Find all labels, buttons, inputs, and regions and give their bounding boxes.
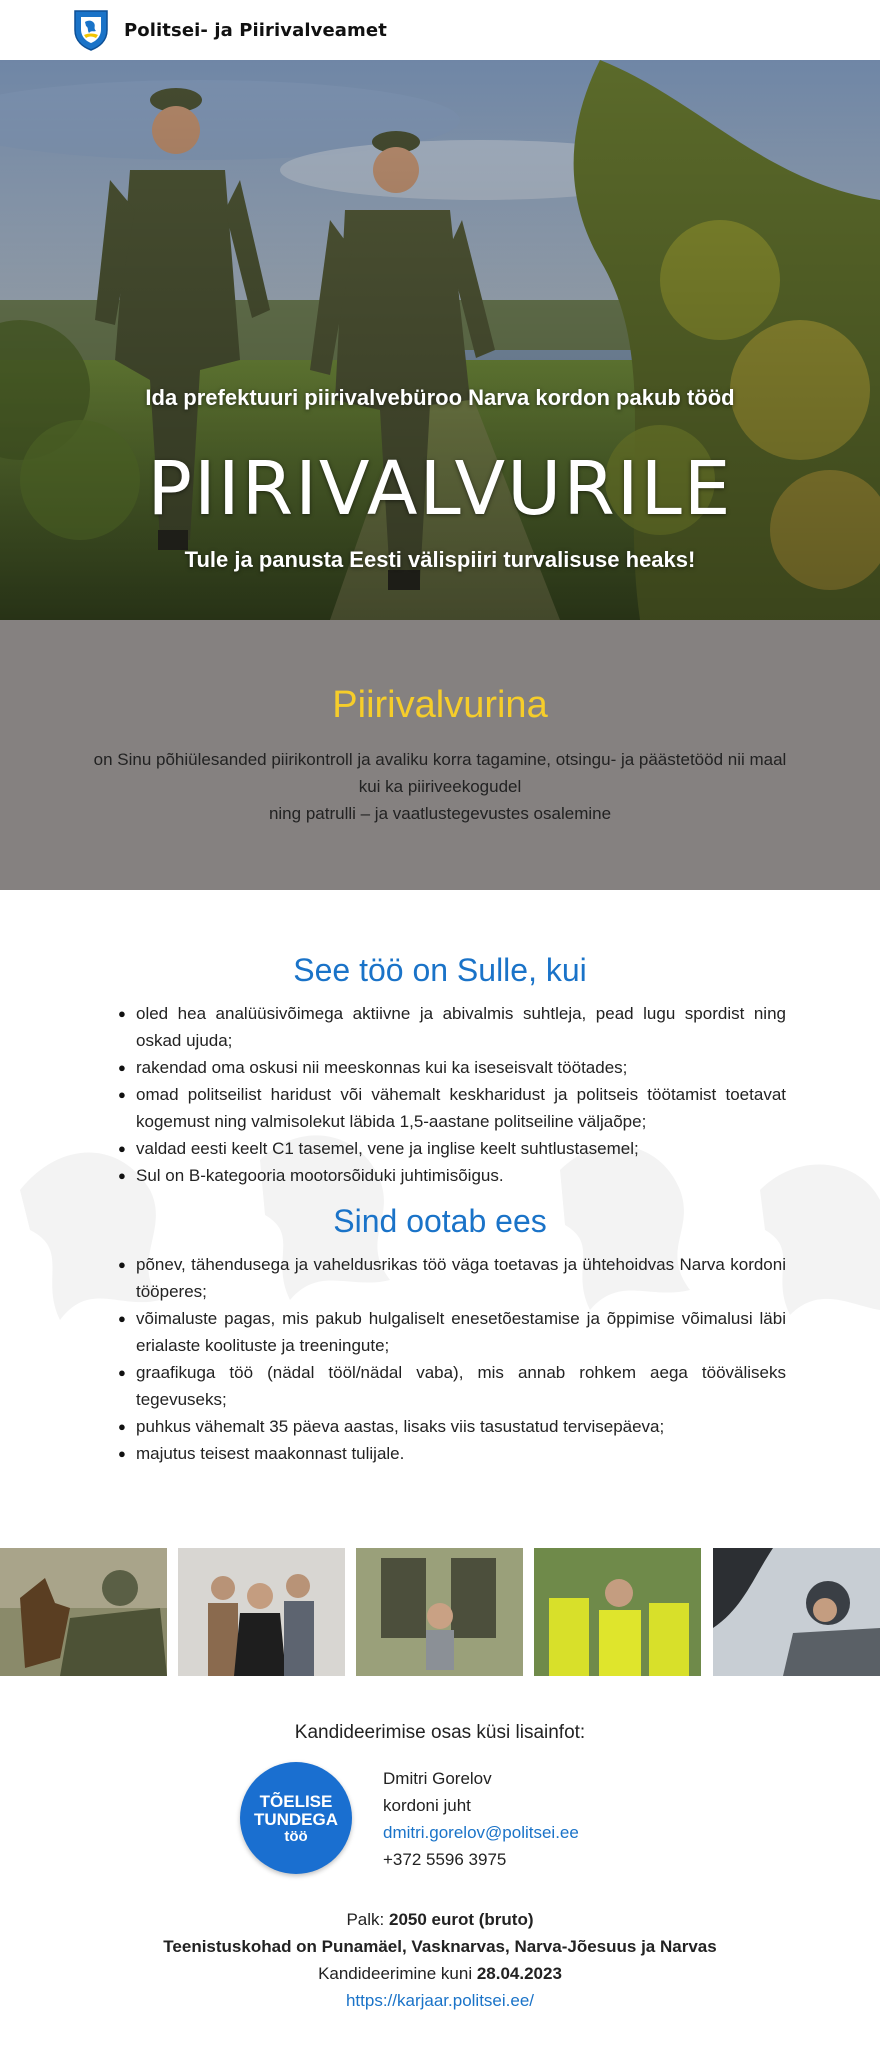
career-link[interactable]: https://karjaar.politsei.ee/ <box>345 1991 535 2010</box>
photo-gallery <box>0 1548 880 1676</box>
list-item: ● Sul on B-kategooria mootorsõiduki juhtimisõigus. <box>118 1162 786 1189</box>
deadline-value: 28.04.2023 <box>476 1964 562 1983</box>
deadline-label: Kandideerimine kuni <box>318 1964 477 1983</box>
hero-tagline: Tule ja panusta Eesti välispiiri turvalisuse heaks! <box>184 547 696 572</box>
hero-subtitle: Ida prefektuuri piirivalvebüroo Narva kordon pakub tööd <box>145 385 735 410</box>
photo-helicopter-pilot <box>713 1548 880 1676</box>
contact-phone: +372 5596 3975 <box>383 1850 507 1869</box>
list-item: ● võimaluste pagas, mis pakub hulgaliselt enesetõestamise ja õppimise võimalusi läbi erialaste koolituste ja treeningute; <box>118 1305 786 1359</box>
requirements-list <box>118 1000 786 1189</box>
photo-police-officers <box>534 1548 701 1676</box>
list-item: ● oled hea analüüsivõimega aktiivne ja abivalmis suhtleja, pead lugu spordist ning oskad ujuda; <box>118 1000 786 1054</box>
list-item: ● puhkus vähemalt 35 päeva aastas, lisaks viis tasustatud tervisepäeva; <box>118 1413 786 1440</box>
list-item: ● graafikuga töö (nädal tööl/nädal vaba), mis annab rohkem aega tööväliseks tegevuseks; <box>118 1359 786 1413</box>
offer-list <box>118 1251 786 1467</box>
intro-line-1: on Sinu põhiülesanded piirikontroll ja avaliku korra tagamine, otsingu- ja päästetööd nii maal kui ka piiriveekogudel <box>93 750 787 796</box>
content-section <box>0 890 880 1540</box>
site-header <box>0 0 880 60</box>
contact-role: kordoni juht <box>383 1796 471 1815</box>
contact-name: Dmitri Gorelov <box>383 1769 492 1788</box>
list-item: ● põnev, tähendusega ja vaheldusrikas töö väga toetavas ja ühtehoidvas Narva kordoni tööperes; <box>118 1251 786 1305</box>
offer-heading: Sind ootab ees <box>333 1203 547 1239</box>
salary-label: Palk: <box>346 1910 389 1929</box>
intro-text <box>90 746 790 827</box>
toelise-tundega-badge <box>240 1762 352 1874</box>
hero-photo <box>0 60 880 620</box>
contact-email-link[interactable]: dmitri.gorelov@politsei.ee <box>383 1823 579 1842</box>
list-item: ● omad politseilist haridust või vähemalt keskharidust ja politseis töötamist toetavat kogemust ning valmisolekut läbida 1,5-aastane politseiline väljaõpe; <box>118 1081 786 1135</box>
contact-heading: Kandideerimise osas küsi lisainfot: <box>294 1722 586 1743</box>
list-item: ● valdad eesti keelt C1 tasemel, vene ja inglise keelt suhtlustasemel; <box>118 1135 786 1162</box>
intro-band <box>0 620 880 890</box>
contact-details <box>383 1765 579 1873</box>
photo-group-people <box>178 1548 345 1676</box>
hero-title: PIIRIVALVURILE <box>147 446 733 532</box>
ppa-shield-icon[interactable] <box>72 8 110 52</box>
brand-name[interactable]: Politsei- ja Piirivalveamet <box>124 19 387 41</box>
photo-officers-with-child <box>356 1548 523 1676</box>
intro-heading: Piirivalvurina <box>332 684 548 726</box>
salary-line <box>0 1906 880 1933</box>
requirements-heading: See töö on Sulle, kui <box>293 952 587 988</box>
salary-value: 2050 eurot (bruto) <box>389 1910 534 1929</box>
deadline-line <box>0 1960 880 1987</box>
list-item: ● rakendad oma oskusi nii meeskonnas kui ka iseseisvalt töötades; <box>118 1054 786 1081</box>
footer-info <box>0 1906 880 2014</box>
photo-officer-with-dog <box>0 1548 167 1676</box>
hero-banner <box>0 60 880 620</box>
intro-line-2: ning patrulli – ja vaatlustegevustes osalemine <box>268 804 612 823</box>
badge-line-2: TUNDEGA <box>253 1810 339 1829</box>
badge-line-3: töö <box>284 1828 308 1845</box>
list-item: ● majutus teisest maakonnast tulijale. <box>118 1440 786 1467</box>
locations-text: Teenistuskohad on Punamäel, Vasknarvas, Narva-Jõesuus ja Narvas <box>163 1937 717 1956</box>
badge-line-1: TÕELISE <box>259 1792 333 1811</box>
